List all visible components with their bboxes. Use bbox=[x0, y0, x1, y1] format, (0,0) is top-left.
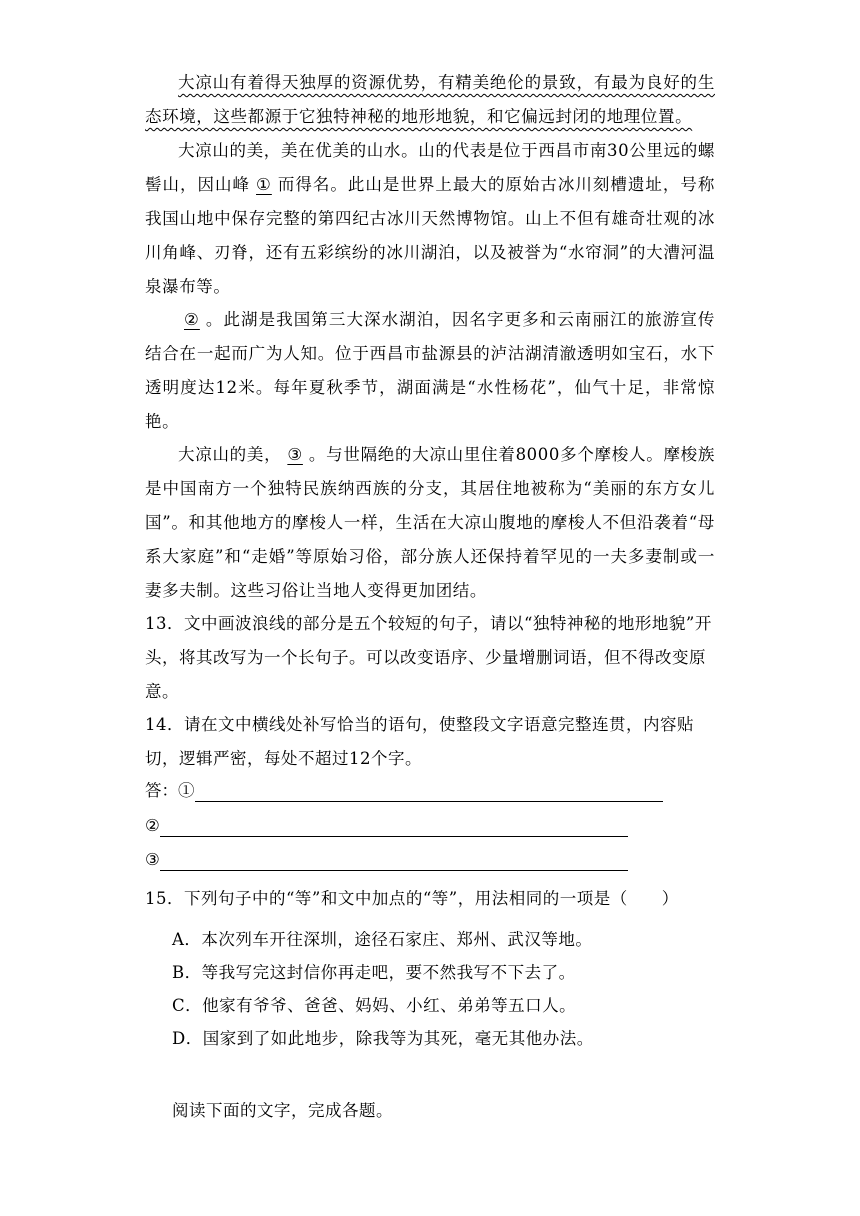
question-15: 15．下列句子中的“等”和文中加点的“等”，用法相同的一项是（ ） bbox=[145, 889, 679, 908]
dotted-character: 等 · bbox=[295, 547, 313, 566]
answer-blank-2[interactable] bbox=[160, 818, 628, 837]
paragraph-3-text: 。此湖是我国第三大深水湖泊，因名字更多和云南丽江的旅游宣传结合在一起而广为人知。位于西昌市盐源县的泸沽湖清澈透明如宝石，水下透明度达12米。每年夏秋季节，湖面满是“水性杨花”，仙气十足，非常惊艳。 bbox=[145, 310, 715, 431]
answer-prefix-label: 答：① bbox=[145, 781, 195, 800]
passage-paragraph-2 bbox=[145, 134, 715, 304]
option-d[interactable]: D．国家到了如此地步，除我等为其死，毫无其他办法。 bbox=[172, 1029, 594, 1048]
paragraph-2-text-after: 而得名。此山是世界上最大的原始古冰川刻槽遗址，号称我国山地中保存完整的第四纪古冰川天然博物馆。山上不但有雄奇壮观的冰川角峰、刃脊，还有五彩缤纷的冰川湖泊，以及被誉为“水帘洞”的大漕河温泉瀑布等。 bbox=[145, 175, 715, 296]
answer-3-label: ③ bbox=[145, 850, 160, 869]
blank-1: ① bbox=[256, 175, 272, 194]
option-b[interactable]: B．等我写完这封信你再走吧，要不然我写不下去了。 bbox=[172, 963, 576, 982]
answer-line-2[interactable] bbox=[145, 815, 628, 837]
passage-paragraph-3 bbox=[145, 303, 715, 439]
blank-3: ③ bbox=[287, 445, 303, 464]
answer-2-label: ② bbox=[145, 816, 160, 835]
passage-paragraph-1 bbox=[145, 66, 715, 134]
answer-line-1[interactable] bbox=[145, 780, 663, 802]
option-c[interactable]: C．他家有爷爷、爸爸、妈妈、小红、弟弟等五口人。 bbox=[172, 996, 577, 1015]
paragraph-4-text-b: 原始习俗，部分族人还保持着罕见的一夫多妻制或一妻多夫制。这些习俗让当地人变得更加团结。 bbox=[145, 547, 715, 600]
answer-blank-3[interactable] bbox=[160, 852, 628, 871]
question-14: 14．请在文中横线处补写恰当的语句，使整段文字语意完整连贯，内容贴切，逻辑严密，每处不超过12个字。 bbox=[145, 715, 694, 768]
question-13: 13．文中画波浪线的部分是五个较短的句子，请以“独特神秘的地形地貌”开头，将其改写为一个长句子。可以改变语序、少量增删词语，但不得改变原意。 bbox=[145, 614, 712, 701]
passage-paragraph-4 bbox=[145, 438, 715, 608]
answer-blank-1[interactable] bbox=[195, 783, 663, 802]
blank-2: ② bbox=[184, 310, 200, 329]
wavy-underlined-text: 大凉山有着得天独厚的资源优势，有精美绝伦的景致，有最为良好的生态环境，这些都源于它独特神秘的地形地貌，和它偏远封闭的地理位置。 bbox=[145, 73, 715, 126]
option-a[interactable]: A．本次列车开往深圳，途径石家庄、郑州、武汉等地。 bbox=[172, 930, 593, 949]
answer-line-3[interactable] bbox=[145, 849, 628, 871]
paragraph-4-text-a: 。与世隔绝的大凉山里住着8000多个摩梭人。摩梭族是中国南方一个独特民族纳西族的分支，其居住地被称为“美丽的东方女儿国”。和其他地方的摩梭人一样，生活在大凉山腹地的摩梭人不但沿袭着“母系大家庭”和“走婚” bbox=[145, 445, 715, 566]
paragraph-4-text-before: 大凉山的美， bbox=[178, 445, 282, 464]
reading-instruction: 阅读下面的文字，完成各题。 bbox=[172, 1101, 393, 1120]
paragraph-2-text-before: 大凉山的美，美在优美的山水。山的代表是位于西昌市南30公里远的螺髻山，因山峰 bbox=[145, 141, 715, 194]
